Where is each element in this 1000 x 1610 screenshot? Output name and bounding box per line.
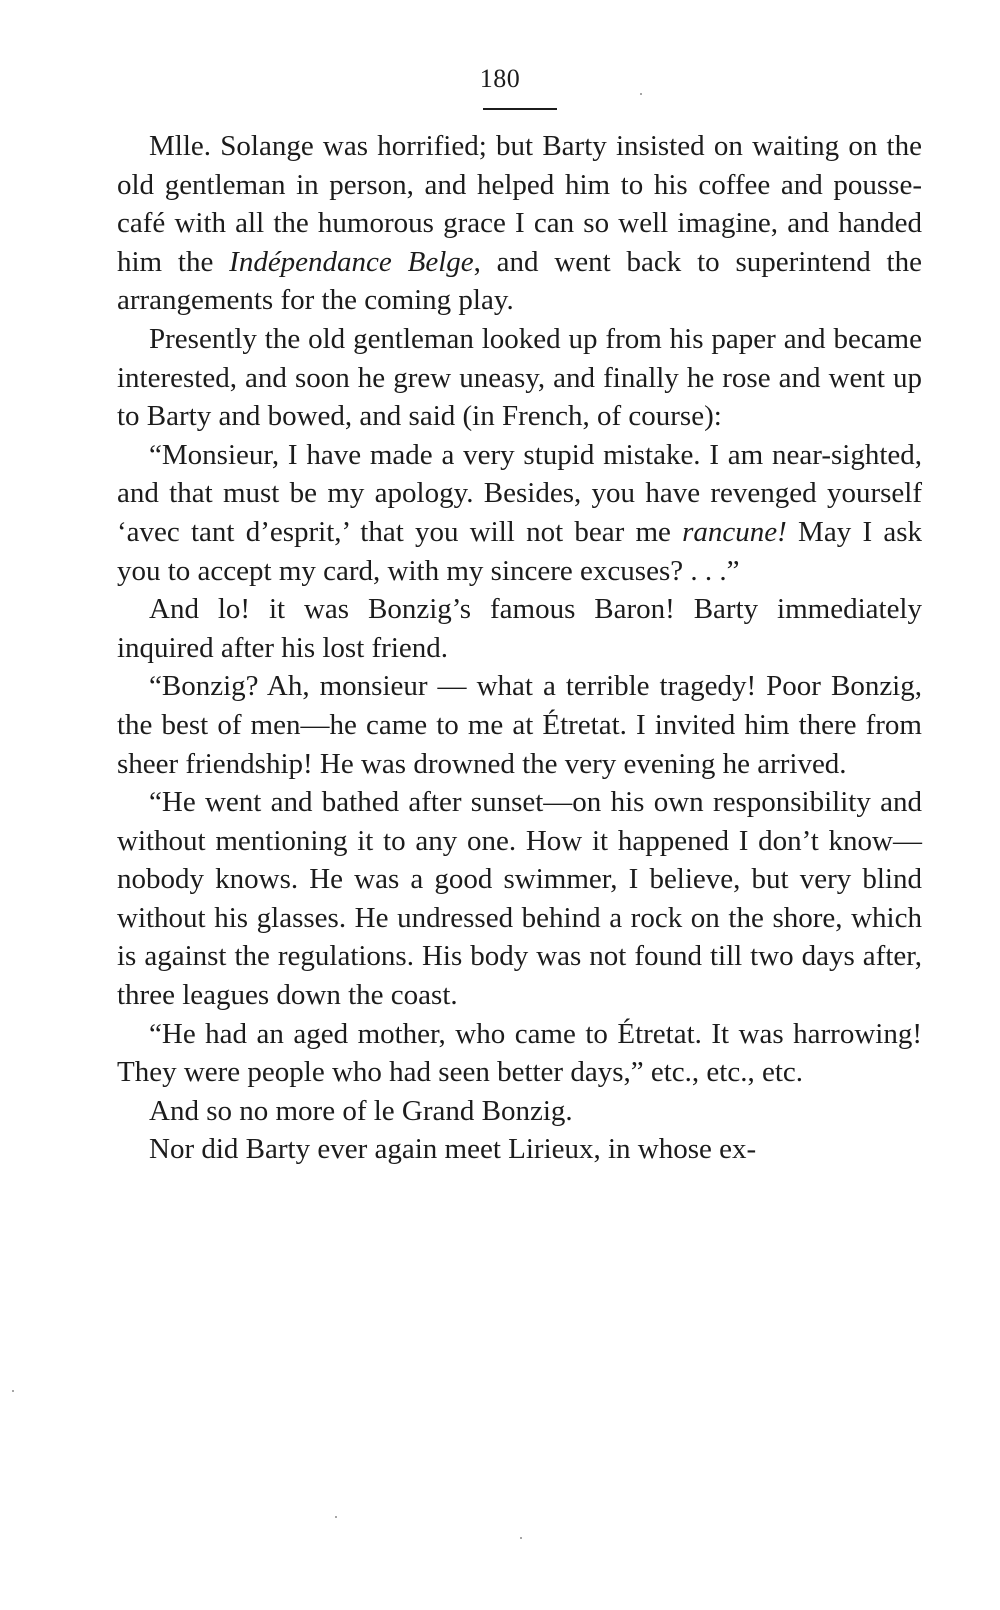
paragraph: [117, 590, 922, 667]
scan-speck: [12, 1390, 14, 1392]
italic-word: rancune!: [682, 515, 787, 548]
text-segment: “Monsieur, I have made a very stupid mistake. I am near-sighted, and that must be my apology. Besides, you have revenged yourself ‘avec tant d’esprit,’ that you will not bear me: [117, 438, 922, 548]
scan-speck: [520, 1537, 522, 1539]
paragraph: [117, 1092, 922, 1131]
header-rule: [483, 108, 557, 110]
body-text: [117, 127, 922, 1169]
text-segment: , and went back to superintend the arrangements for the coming play.: [117, 245, 922, 317]
text-segment: Nor did Barty ever again meet Lirieux, in whose ex-: [149, 1133, 757, 1166]
scan-speck: [335, 1516, 337, 1518]
paragraph: [117, 436, 922, 590]
text-segment: “Bonzig? Ah, monsieur — what a terrible tragedy! Poor Bonzig, the best of men—he came to me at Étretat. I invited him there from sheer friendship! He was drowned the very evening he arrived.: [117, 670, 922, 780]
text-segment: “He went and bathed after sunset—on his own responsibility and without mentioning it to any one. How it happened I don’t know—nobody knows. He was a good swimmer, I believe, but very blind without his glasses. He undressed behind a rock on the shore, which is against the regulations. His body was not found till two days after, three leagues down the coast.: [117, 786, 922, 1012]
page-number: 180: [479, 64, 521, 93]
paragraph: [117, 1130, 922, 1169]
paragraph: [117, 1015, 922, 1092]
paragraph: [117, 783, 922, 1015]
text-segment: Mlle. Solange was horrified; but Barty insisted on waiting on the old gentleman in person, and helped him to his coffee and pousse-café with all the humorous grace I can so well imagine, and handed him the: [117, 130, 922, 278]
text-segment: “He had an aged mother, who came to Étretat. It was harrowing! They were people who had seen better days,” etc., etc., etc.: [117, 1017, 922, 1089]
paragraph: [117, 127, 922, 320]
scan-speck: [640, 93, 642, 95]
text-segment: And lo! it was Bonzig’s famous Baron! Barty immediately inquired after his lost friend.: [117, 593, 922, 664]
paragraph: [117, 667, 922, 783]
text-segment: May I ask you to accept my card, with my sincere excuses? . . .”: [117, 515, 922, 587]
paragraph: [117, 320, 922, 436]
text-segment: Presently the old gentleman looked up from his paper and became interested, and soon he grew uneasy, and finally he rose and went up to Barty and bowed, and said (in French, of course):: [117, 322, 922, 433]
text-segment: And so no more of le Grand Bonzig.: [149, 1094, 573, 1127]
italic-title: Indépendance Belge: [229, 245, 474, 278]
